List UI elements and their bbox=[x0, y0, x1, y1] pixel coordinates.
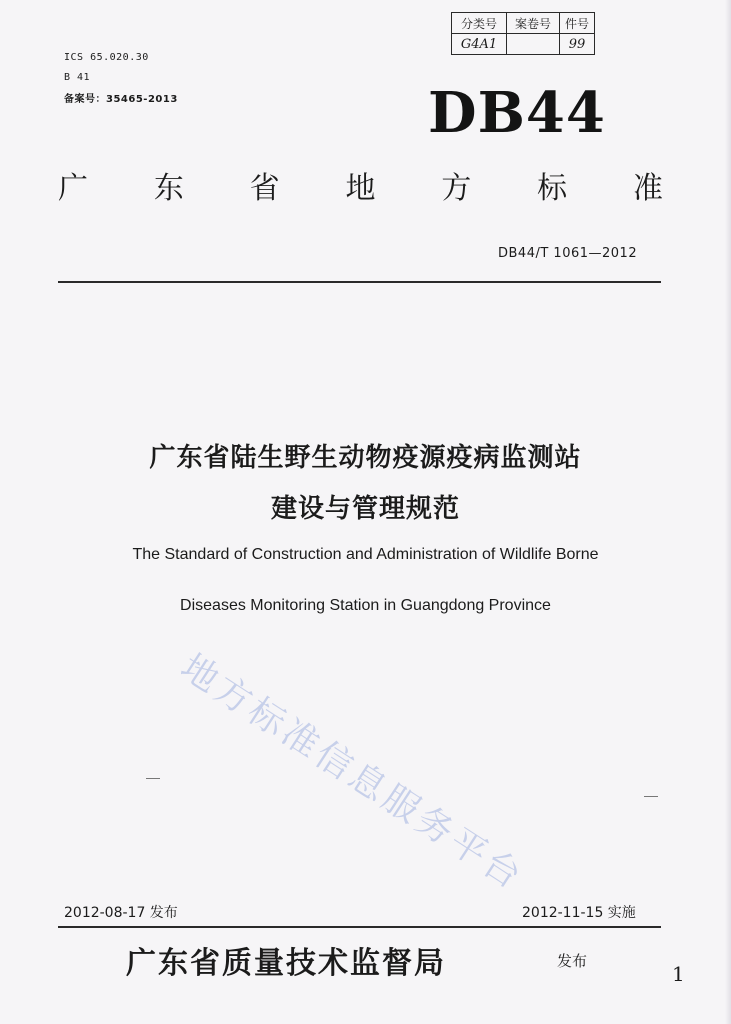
standard-kind bbox=[58, 163, 663, 207]
publish-date: 2012-08-17 发布 bbox=[64, 905, 178, 921]
standard-kind-char: 准 bbox=[632, 171, 663, 206]
scan-speck bbox=[146, 778, 160, 779]
scan-speck bbox=[644, 796, 658, 797]
standard-kind-char: 标 bbox=[537, 171, 568, 206]
stamp-header-file: 案卷号 bbox=[507, 13, 560, 34]
standard-kind-char: 地 bbox=[345, 171, 376, 206]
stamp-value-item: 99 bbox=[560, 34, 595, 55]
top-divider bbox=[58, 281, 661, 283]
title-en-line1: The Standard of Construction and Administration of Wildlife Borne bbox=[132, 546, 599, 563]
ics-code: ICS 65.020.30 bbox=[64, 52, 149, 63]
watermark: 地方标准信息服务平台 bbox=[173, 646, 532, 899]
stamp-value-file bbox=[507, 34, 560, 55]
stamp-header-item: 件号 bbox=[560, 13, 595, 34]
title-zh-line2: 建设与管理规范 bbox=[270, 494, 460, 524]
standard-kind-char: 方 bbox=[441, 171, 472, 206]
publish-label: 发布 bbox=[557, 952, 588, 970]
effective-date: 2012-11-15 实施 bbox=[522, 905, 636, 921]
issuing-authority: 广东省质量技术监督局 bbox=[126, 946, 446, 981]
stamp-header-category: 分类号 bbox=[452, 13, 507, 34]
title-zh-line1: 广东省陆生野生动物疫源疫病监测站 bbox=[149, 443, 582, 473]
stamp-value-category: G4A1 bbox=[452, 34, 507, 55]
record-number: 备案号：35465-2013 bbox=[64, 94, 178, 105]
standard-kind-char: 省 bbox=[249, 171, 280, 206]
bottom-divider bbox=[58, 926, 661, 928]
standard-number: DB44/T 1061—2012 bbox=[498, 246, 638, 261]
classification-code: B 41 bbox=[64, 72, 91, 83]
page-number: 1 bbox=[672, 962, 685, 986]
archive-stamp bbox=[451, 12, 595, 55]
title-en-line2: Diseases Monitoring Station in Guangdong Province bbox=[180, 597, 551, 614]
standard-kind-char: 广 bbox=[58, 171, 88, 206]
standard-badge: DB44 bbox=[428, 80, 606, 146]
standard-kind-char: 东 bbox=[153, 171, 184, 206]
